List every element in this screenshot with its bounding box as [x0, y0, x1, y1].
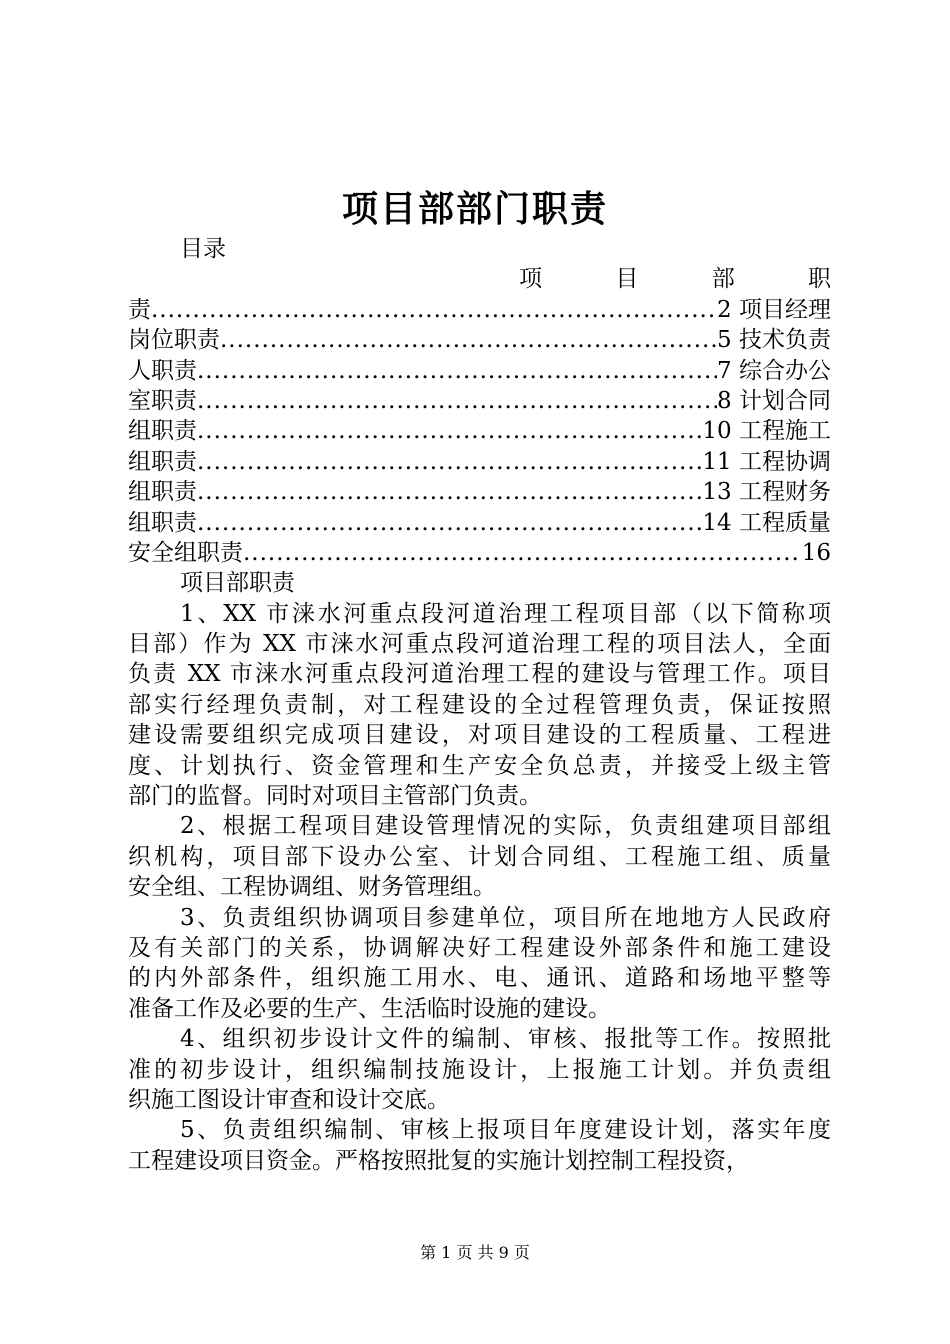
paragraph-line: 准备工作及必要的生产、生活临时设施的建设。 — [128, 995, 611, 1022]
paragraph-line: 织施工图设计审查和设计交底。 — [128, 1086, 450, 1113]
toc-entry-page: 10 工程施工 — [702, 418, 831, 445]
paragraph — [128, 1115, 831, 1176]
toc-list — [128, 295, 831, 569]
paragraph — [128, 599, 831, 812]
toc-entry-text: 组职责 ..... — [128, 416, 702, 446]
paragraph-line: 安全组、工程协调组、财务管理组。 — [128, 874, 496, 901]
page-footer: 第 1 页 共 9 页 — [420, 1243, 530, 1262]
paragraph-line: 4、组织初步设计文件的编制、审核、报批等工作。按照批 — [180, 1026, 831, 1053]
toc-entry[interactable] — [128, 295, 831, 325]
paragraph-line: 目部）作为 XX 市涞水河重点段河道治理工程的项目法人，全面 — [128, 631, 831, 658]
toc-entry-text: 室职责 ..... — [128, 386, 717, 416]
paragraph-line: 工程建设项目资金。严格按照批复的实施计划控制工程投资， — [128, 1147, 749, 1174]
paragraph-line: 建设需要组织完成项目建设，对项目建设的工程质量、工程进 — [128, 722, 831, 749]
paragraph-line: 的内外部条件，组织施工用水、电、通讯、道路和场地平整等 — [128, 965, 831, 992]
toc-first-entry-char: 职 — [808, 266, 831, 293]
toc-entry[interactable] — [128, 356, 831, 386]
toc-entry[interactable] — [128, 508, 831, 538]
paragraph-line: 1、XX 市涞水河重点段河道治理工程项目部（以下简称项 — [180, 600, 831, 627]
paragraph-line: 负责 XX 市涞水河重点段河道治理工程的建设与管理工作。项目 — [128, 661, 831, 688]
paragraph-line: 5、负责组织编制、审核上报项目年度建设计划，落实年度 — [180, 1117, 831, 1144]
paragraph-line: 及有关部门的关系，协调解决好工程建设外部条件和施工建设 — [128, 934, 831, 961]
document-body — [128, 234, 831, 1176]
toc-entry-page: 16 — [801, 539, 831, 566]
paragraph-line: 部门的监督。同时对项目主管部门负责。 — [128, 783, 542, 810]
toc-first-entry-char: 项 — [519, 266, 543, 293]
toc-entry-text: 安全组职责 ..... — [128, 538, 802, 568]
toc-first-entry-char: 目 — [615, 266, 639, 293]
toc-entry[interactable] — [128, 325, 831, 355]
paragraph-line: 度、计划执行、资金管理和生产安全负总责，并接受上级主管 — [128, 752, 831, 779]
paragraph-line: 3、负责组织协调项目参建单位，项目所在地地方人民政府 — [180, 904, 831, 931]
paragraph-list — [128, 599, 831, 1176]
toc-entry-page: 7 综合办公 — [717, 357, 831, 384]
toc-entry-page: 13 工程财务 — [702, 479, 831, 506]
toc-entry-text: 组职责 ..... — [128, 447, 702, 477]
toc-entry[interactable] — [128, 386, 831, 416]
toc-entry[interactable] — [128, 447, 831, 477]
toc-first-entry — [128, 264, 831, 294]
paragraph-line: 织机构，项目部下设办公室、计划合同组、工程施工组、质量 — [128, 843, 831, 870]
paragraph — [128, 811, 831, 902]
toc-heading: 目录 — [180, 236, 226, 262]
toc-entry-page: 8 计划合同 — [717, 387, 831, 414]
toc-entry-page: 5 技术负责 — [717, 327, 831, 354]
toc-entry-text: 组职责 ..... — [128, 477, 702, 507]
toc-entry[interactable] — [128, 416, 831, 446]
toc-entry[interactable] — [128, 477, 831, 507]
paragraph-line: 准的初步设计，组织编制技施设计，上报施工计划。并负责组 — [128, 1056, 831, 1083]
toc-entry-text: 组职责 ..... — [128, 508, 702, 538]
paragraph-line: 部实行经理负责制，对工程建设的全过程管理负责，保证按照 — [128, 691, 831, 718]
toc-entry[interactable] — [128, 538, 831, 568]
toc-entry-page: 11 工程协调 — [702, 448, 831, 475]
toc-entry-page: 14 工程质量 — [702, 509, 831, 536]
toc-entry-text: 岗位职责 ..... — [128, 325, 717, 355]
section-heading: 项目部职责 — [180, 570, 295, 597]
paragraph-line: 2、根据工程项目建设管理情况的实际，负责组建项目部组 — [180, 813, 831, 840]
paragraph — [128, 1024, 831, 1115]
toc-entry-page: 2 项目经理 — [717, 296, 831, 323]
toc-first-entry-char: 部 — [711, 266, 735, 293]
document-title: 项目部部门职责 — [341, 188, 608, 230]
paragraph — [128, 903, 831, 1025]
toc-entry-text: 责 ..... — [128, 295, 717, 325]
toc-entry-text: 人职责 ..... — [128, 356, 717, 386]
